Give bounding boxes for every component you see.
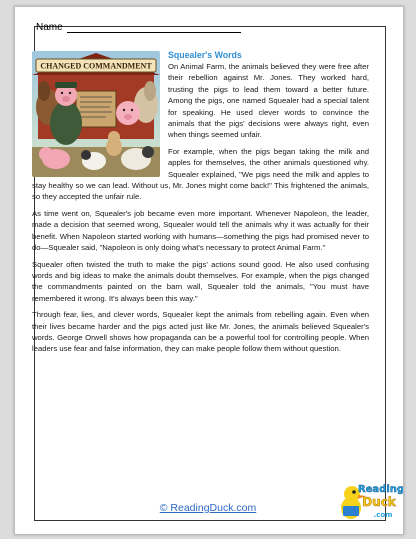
paragraph-4: Squealer often twisted the truth to make the pigs' actions sound good. He also used confusing words and big ideas to make the animals doubt themselves. For example, when the pigs changed the commandments painted on the barn wall, Squealer told the animals, "You must have remembered it wrong. It's always been this way." xyxy=(32,259,369,303)
svg-text:Reading: Reading xyxy=(357,484,403,495)
animal-farm-illustration xyxy=(32,51,160,177)
name-label: Name xyxy=(36,22,63,33)
paragraph-1: On Animal Farm, the animals believed they were free after their rebellion against Mr. Jones. They worked hard, trusting the pigs to lead them toward a better future. Among the pigs, one named Squealer had a special talent for speaking. He used clever words to convince the animals that the pigs' decisions were always right, even when things seemed unfair. xyxy=(168,62,369,140)
paragraph-5: Through fear, lies, and clever words, Squealer kept the animals from rebelling again. Even when their lives became harder and the pigs acted just like Mr. Jones, the animals believed Squealer's words. George Orwell shows how propaganda can be a powerful tool for controlling people. When leaders use fear and false information, they can make people follow them without question. xyxy=(32,310,369,354)
reading-duck-logo xyxy=(339,474,403,524)
sign-text: CHANGED COMMANDMENT xyxy=(40,61,152,71)
paragraph-2: For example, when the pigs began taking the milk and apples for themselves, the other animals questioned why. Squealer explained, "We pigs need the milk and apples to stay healthy so we can lead. Without us, Mr. Jones might come back!" This frightened the animals, so they accepted the unfair rule. xyxy=(32,146,369,202)
animal-farm-illustration-drawing xyxy=(32,51,160,177)
svg-text:.com: .com xyxy=(373,511,393,519)
article xyxy=(32,49,369,360)
paragraph-3: As time went on, Squealer's job became even more important. Whenever Napoleon, the leader, made a decision that seemed wrong, Squealer would tell the animals why it was actually for their benefit. When Napoleon started working with humans—something the pigs had promised never to do—Squealer said, "Napoleon is only doing what's necessary to protect Animal Farm." xyxy=(32,208,369,253)
name-line xyxy=(67,24,241,33)
article-title: Squealer's Words xyxy=(168,50,242,60)
svg-text:Duck: Duck xyxy=(362,495,396,509)
footer-link[interactable]: © ReadingDuck.com xyxy=(159,502,257,514)
name-row xyxy=(36,22,241,33)
